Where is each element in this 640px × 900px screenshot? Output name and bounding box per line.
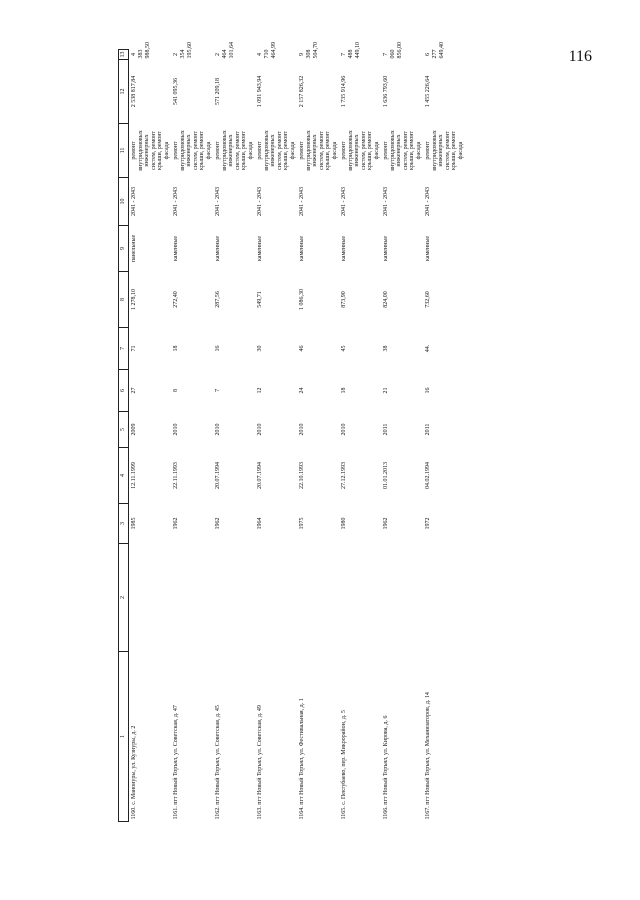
address: пгт Новый Торъял, ул. Советская, д. 47	[173, 705, 179, 805]
cell-year: 2010	[257, 423, 263, 436]
column-header-9: 9	[119, 226, 129, 272]
cell-works: ремонт внутридомовых инженерных систем, ремонт крыши, ремонт фасада	[383, 130, 422, 171]
cell-apartments: 18	[173, 345, 179, 352]
cell-total: 2 354 195,60	[173, 42, 193, 59]
address: пгт Новый Торъял, ул. Кирова, д. 6	[383, 715, 389, 805]
cell-floors: 8	[173, 389, 179, 392]
cell-area: 824,00	[383, 291, 389, 308]
cell-works: ремонт внутридомовых инженерных систем, ремонт крыши, ремонт фасада	[131, 130, 170, 171]
cell-area: 732,60	[425, 291, 431, 308]
row-number: 1161.	[173, 806, 179, 820]
table-row	[423, 50, 465, 822]
cell-floors: 18	[341, 387, 347, 394]
cell-date: 12.11.1999	[131, 462, 137, 489]
cell-year: 2010	[341, 423, 347, 436]
table-row	[339, 50, 381, 822]
cell-area: 1 086,30	[299, 289, 305, 310]
address: с. Маноиуры, ул. Кузнуры, д. 2	[131, 725, 137, 805]
row-number: 1162.	[215, 806, 221, 820]
row-number: 1160.	[131, 806, 137, 820]
cell-total: 7 488 449,10	[341, 42, 361, 59]
cell-works: ремонт внутридомовых инженерных систем, ремонт крыши, ремонт фасада	[341, 130, 380, 171]
cell-wall-material: панельные	[131, 234, 137, 263]
cell-period: 2041 - 2043	[341, 187, 347, 216]
cell-period: 2041 - 2043	[257, 187, 263, 216]
cell-floors: 12	[257, 387, 263, 394]
cell-date: 22.10.1993	[299, 462, 305, 489]
cell-works: ремонт внутридомовых инженерных систем, ремонт крыши, ремонт фасада	[173, 130, 212, 171]
cell-apartments: 16	[215, 345, 221, 352]
cell-cost: 1 735 914,96	[341, 75, 347, 108]
cell-period: 2041 - 2043	[383, 187, 389, 216]
cell-period: 2041 - 2043	[299, 187, 305, 216]
cell-works: ремонт внутридомовых инженерных систем, ремонт крыши, ремонт фасада	[425, 130, 464, 171]
cell-cost: 1 091 943,94	[257, 75, 263, 108]
cell-area: 272,40	[173, 291, 179, 308]
row-number-address-cell	[381, 652, 423, 822]
cell-year-built: 1962	[215, 517, 221, 530]
cell-year: 2011	[425, 423, 431, 436]
cell-wall-material: каменные	[299, 235, 305, 262]
column-header-4: 4	[119, 448, 129, 504]
cell-year-built: 1964	[257, 517, 263, 530]
housing-registry-table	[118, 42, 465, 822]
spacer-cell	[297, 544, 339, 652]
cell-apartments: 45	[341, 345, 347, 352]
address: с. Пектубаево, пер. Микрорайон, д. 5	[341, 710, 347, 805]
table-row	[297, 50, 339, 822]
spacer-cell	[423, 544, 465, 652]
column-header-13: 13	[119, 50, 129, 60]
table-row	[171, 50, 213, 822]
page-number: 116	[568, 48, 592, 65]
cell-apartments: 71	[131, 345, 137, 352]
column-header-5: 5	[119, 412, 129, 448]
spacer-cell	[213, 544, 255, 652]
column-header-3: 3	[119, 504, 129, 544]
row-number-address-cell	[339, 652, 381, 822]
row-number-address-cell	[423, 652, 465, 822]
cell-total: 4 383 988,50	[131, 42, 151, 59]
spacer-cell	[339, 544, 381, 652]
table-row	[129, 50, 172, 822]
address: пгт Новый Торъял, ул. Советская, д. 49	[257, 705, 263, 805]
cell-cost: 1 636 793,60	[383, 75, 389, 108]
cell-cost: 2 538 817,84	[131, 75, 137, 108]
row-number: 1166.	[383, 806, 389, 820]
rotated-table-sheet	[118, 42, 528, 822]
cell-year: 2011	[383, 423, 389, 436]
cell-apartments: 46	[299, 345, 305, 352]
spacer-cell	[381, 544, 423, 652]
cell-area: 1 278,10	[131, 289, 137, 310]
column-header-7: 7	[119, 328, 129, 370]
row-number-address-cell	[297, 652, 339, 822]
cell-total: 9 308 504,70	[299, 42, 319, 59]
cell-floors: 16	[425, 387, 431, 394]
column-header-6: 6	[119, 370, 129, 412]
cell-year: 2010	[299, 423, 305, 436]
spacer-cell	[129, 544, 172, 652]
cell-wall-material: каменные	[341, 235, 347, 262]
cell-area: 873,90	[341, 291, 347, 308]
cell-year-built: 1985	[131, 517, 137, 530]
column-header-1: 1	[119, 652, 129, 822]
cell-floors: 7	[215, 389, 221, 392]
cell-date: 04.02.1994	[425, 462, 431, 489]
row-number: 1163.	[257, 806, 263, 820]
cell-date: 01.01.2013	[383, 462, 389, 489]
row-number-address-cell	[171, 652, 213, 822]
cell-year-built: 1962	[173, 517, 179, 530]
spacer-cell	[171, 544, 213, 652]
cell-works: ремонт внутридомовых инженерных систем, ремонт крыши, ремонт фасада	[299, 130, 338, 171]
cell-cost: 2 157 826,32	[299, 75, 305, 108]
cell-year-built: 1962	[383, 517, 389, 530]
cell-apartments: 30	[257, 345, 263, 352]
column-header-12: 12	[119, 60, 129, 124]
cell-year: 2010	[215, 423, 221, 436]
row-number: 1165.	[341, 806, 347, 820]
row-number: 1167.	[425, 806, 431, 820]
cell-area: 549,71	[257, 291, 263, 308]
cell-date: 20.07.1994	[215, 462, 221, 489]
cell-cost: 1 455 226,64	[425, 75, 431, 108]
table-row	[381, 50, 423, 822]
column-header-2: 2	[119, 544, 129, 652]
row-number: 1164.	[299, 806, 305, 820]
cell-apartments: 44.	[425, 344, 431, 353]
table-body	[129, 42, 466, 822]
table-row	[213, 50, 255, 822]
cell-works: ремонт внутридомовых инженерных систем, ремонт крыши, ремонт фасада	[257, 130, 296, 171]
column-header-11: 11	[119, 124, 129, 178]
cell-year: 2009	[131, 423, 137, 436]
address: пгт Новый Торъял, ул. Фестивальная, д. 1	[299, 698, 305, 805]
cell-apartments: 38	[383, 345, 389, 352]
cell-period: 2041 - 2043	[215, 187, 221, 216]
column-header-10: 10	[119, 178, 129, 226]
cell-year-built: 1972	[425, 517, 431, 530]
cell-wall-material: каменные	[383, 235, 389, 262]
cell-wall-material: каменные	[173, 235, 179, 262]
cell-total: 6 277 649,40	[425, 42, 445, 59]
cell-total: 2 464 101,64	[215, 42, 235, 59]
cell-wall-material: каменные	[425, 235, 431, 262]
spacer-cell	[255, 544, 297, 652]
cell-year-built: 1980	[341, 517, 347, 530]
cell-works: ремонт внутридомовых инженерных систем, ремонт крыши, ремонт фасада	[215, 130, 254, 171]
cell-cost: 571 209,18	[215, 78, 221, 105]
cell-total: 4 710 464,99	[257, 42, 277, 59]
table-row	[255, 50, 297, 822]
address: пгт Новый Торъял, ул. Механизаторов, д. 14	[425, 692, 431, 805]
column-number-row	[119, 50, 129, 822]
cell-period: 2041 - 2043	[425, 187, 431, 216]
column-header-8: 8	[119, 272, 129, 328]
cell-floors: 24	[299, 387, 305, 394]
cell-period: 2041 - 2043	[131, 187, 137, 216]
cell-year: 2010	[173, 423, 179, 436]
row-number-address-cell	[129, 652, 172, 822]
cell-date: 20.07.1994	[257, 462, 263, 489]
address: пгт Новый Торъял, ул. Советская, д. 45	[215, 705, 221, 805]
cell-year-built: 1975	[299, 517, 305, 530]
row-number-address-cell	[213, 652, 255, 822]
cell-wall-material: каменные	[215, 235, 221, 262]
cell-cost: 541 095,36	[173, 78, 179, 105]
cell-wall-material: каменные	[257, 235, 263, 262]
cell-total: 7 060 856,00	[383, 42, 403, 59]
cell-date: 27.12.1993	[341, 462, 347, 489]
cell-floors: 21	[383, 387, 389, 394]
cell-area: 287,56	[215, 291, 221, 308]
cell-date: 22.11.1993	[173, 462, 179, 489]
row-number-address-cell	[255, 652, 297, 822]
cell-period: 2041 - 2043	[173, 187, 179, 216]
cell-floors: 27	[131, 387, 137, 394]
